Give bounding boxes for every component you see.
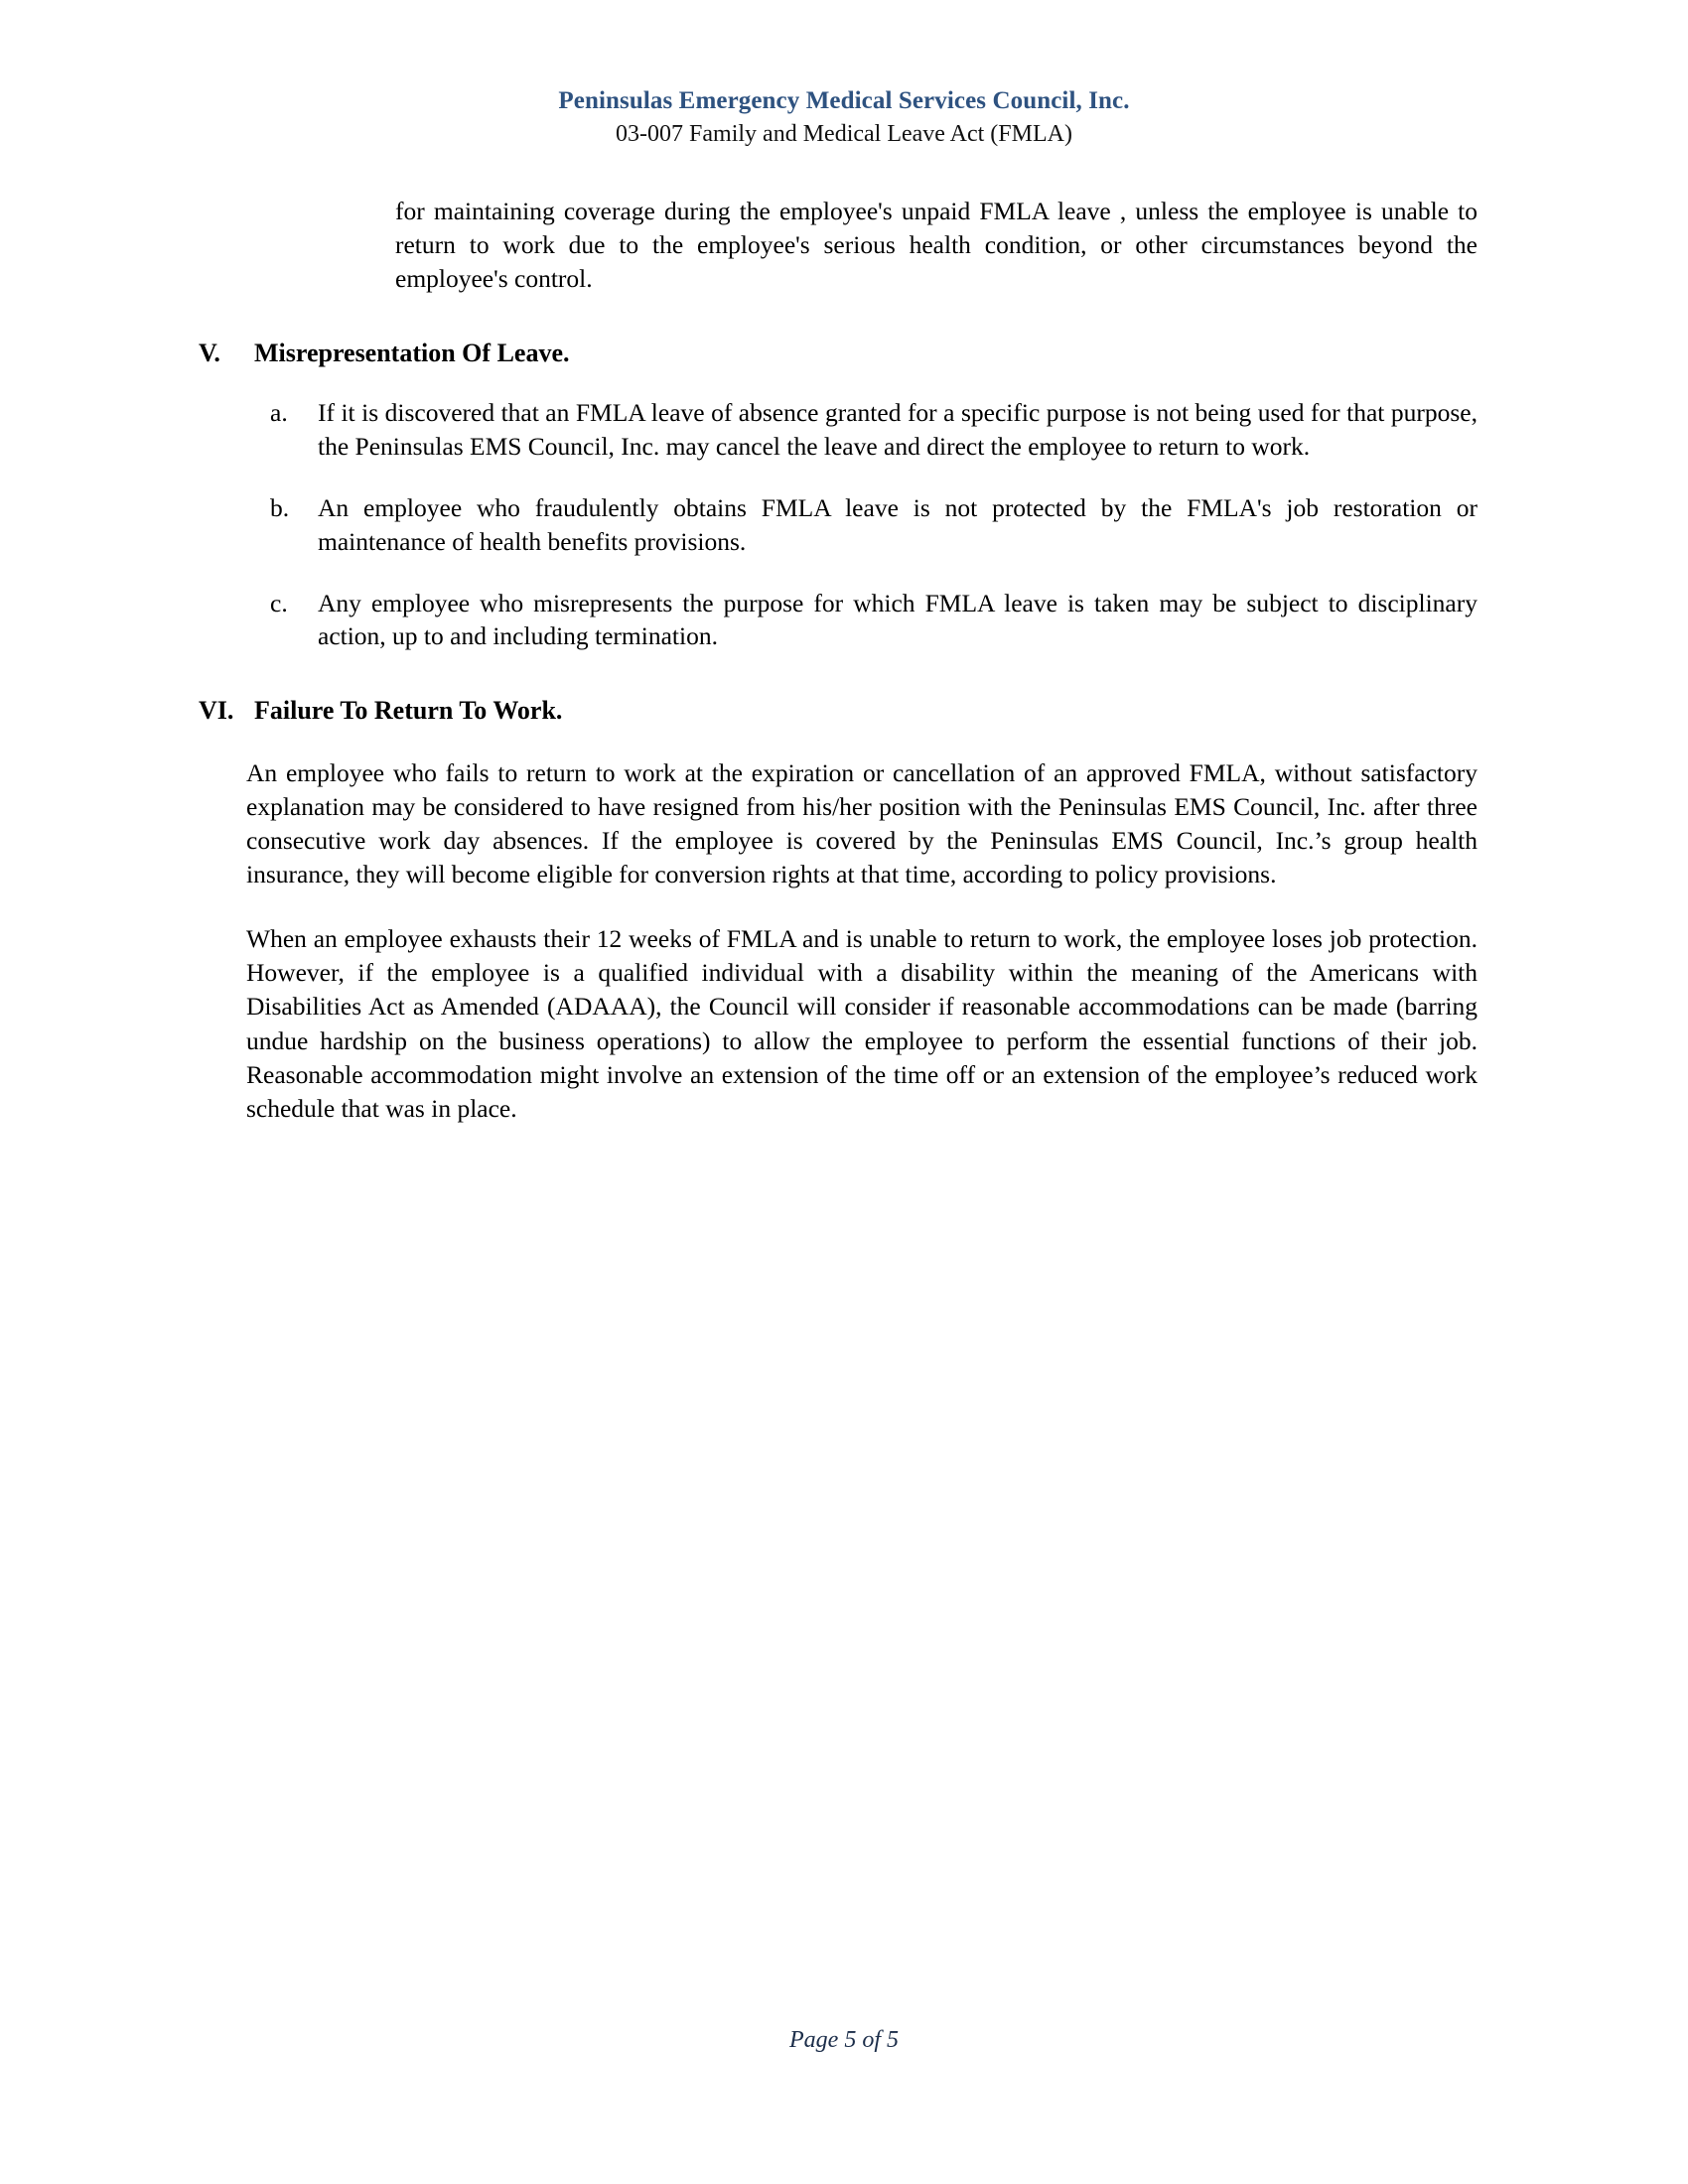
section-v-item-list	[0, 396, 1688, 653]
intro-paragraph: for maintaining coverage during the employee's unpaid FMLA leave , unless the employee is unable to return to work due to the employee's serious health condition, or other circumstances beyond the employee's control.	[395, 197, 1477, 293]
section-numeral-vi: VI.	[199, 696, 234, 726]
section-vi-paragraph-2: When an employee exhausts their 12 weeks of FMLA and is unable to return to work, the employee loses job protection. However, if the employee is a qualified individual with a disability within the meaning of the Americans with Disabilities Act as Amended (ADAAA), the Council will consider if reasonable accommodations can be made (barring undue hardship on the business operations) to allow the employee to perform the essential functions of their job. Reasonable accommodation might involve an extension of the time off or an extension of the employee’s reduced work schedule that was in place.	[246, 923, 1477, 1124]
list-item	[270, 587, 1477, 654]
section-numeral-v: V.	[199, 338, 220, 367]
organization-title: Peninsulas Emergency Medical Services Council, Inc.	[558, 87, 1130, 114]
section-vi-paragraph-1: An employee who fails to return to work at the expiration or cancellation of an approved FMLA, without satisfactory explanation may be considered to have resigned from his/her position with the Peninsulas EMS Council, Inc. after three consecutive work day absences. If the employee is covered by the Peninsulas EMS Council, Inc.’s group health insurance, they will become eligible for conversion rights at that time, according to policy provisions.	[246, 757, 1477, 889]
list-item	[270, 491, 1477, 559]
document-subtitle: 03-007 Family and Medical Leave Act (FMLA)	[616, 121, 1072, 147]
document-header	[0, 87, 1688, 149]
document-body	[0, 195, 1688, 1127]
section-heading-v	[199, 338, 1688, 368]
section-misrepresentation-of-leave	[0, 338, 1688, 654]
page-number-label: Page 5 of 5	[789, 2027, 899, 2053]
list-item-marker: b.	[270, 492, 290, 522]
section-failure-to-return-to-work	[0, 695, 1688, 1126]
section-heading-vi	[199, 695, 1688, 726]
list-item-text: If it is discovered that an FMLA leave of absence granted for a specific purpose is not being used for that purpose, the Peninsulas EMS Council, Inc. may cancel the leave and direct the employee to return to work.	[318, 397, 1477, 461]
document-footer	[0, 2027, 1688, 2054]
list-item-text: An employee who fraudulently obtains FMLA leave is not protected by the FMLA's job restoration or maintenance of health benefits provisions.	[318, 492, 1477, 556]
section-title-v: Misrepresentation Of Leave.	[254, 338, 570, 367]
list-item-marker: a.	[270, 397, 288, 427]
list-item-marker: c.	[270, 588, 288, 617]
section-title-vi: Failure To Return To Work.	[254, 696, 563, 726]
list-item-text: Any employee who misrepresents the purpose for which FMLA leave is taken may be subject to disciplinary action, up to and including termination.	[318, 588, 1477, 651]
list-item	[270, 396, 1477, 464]
